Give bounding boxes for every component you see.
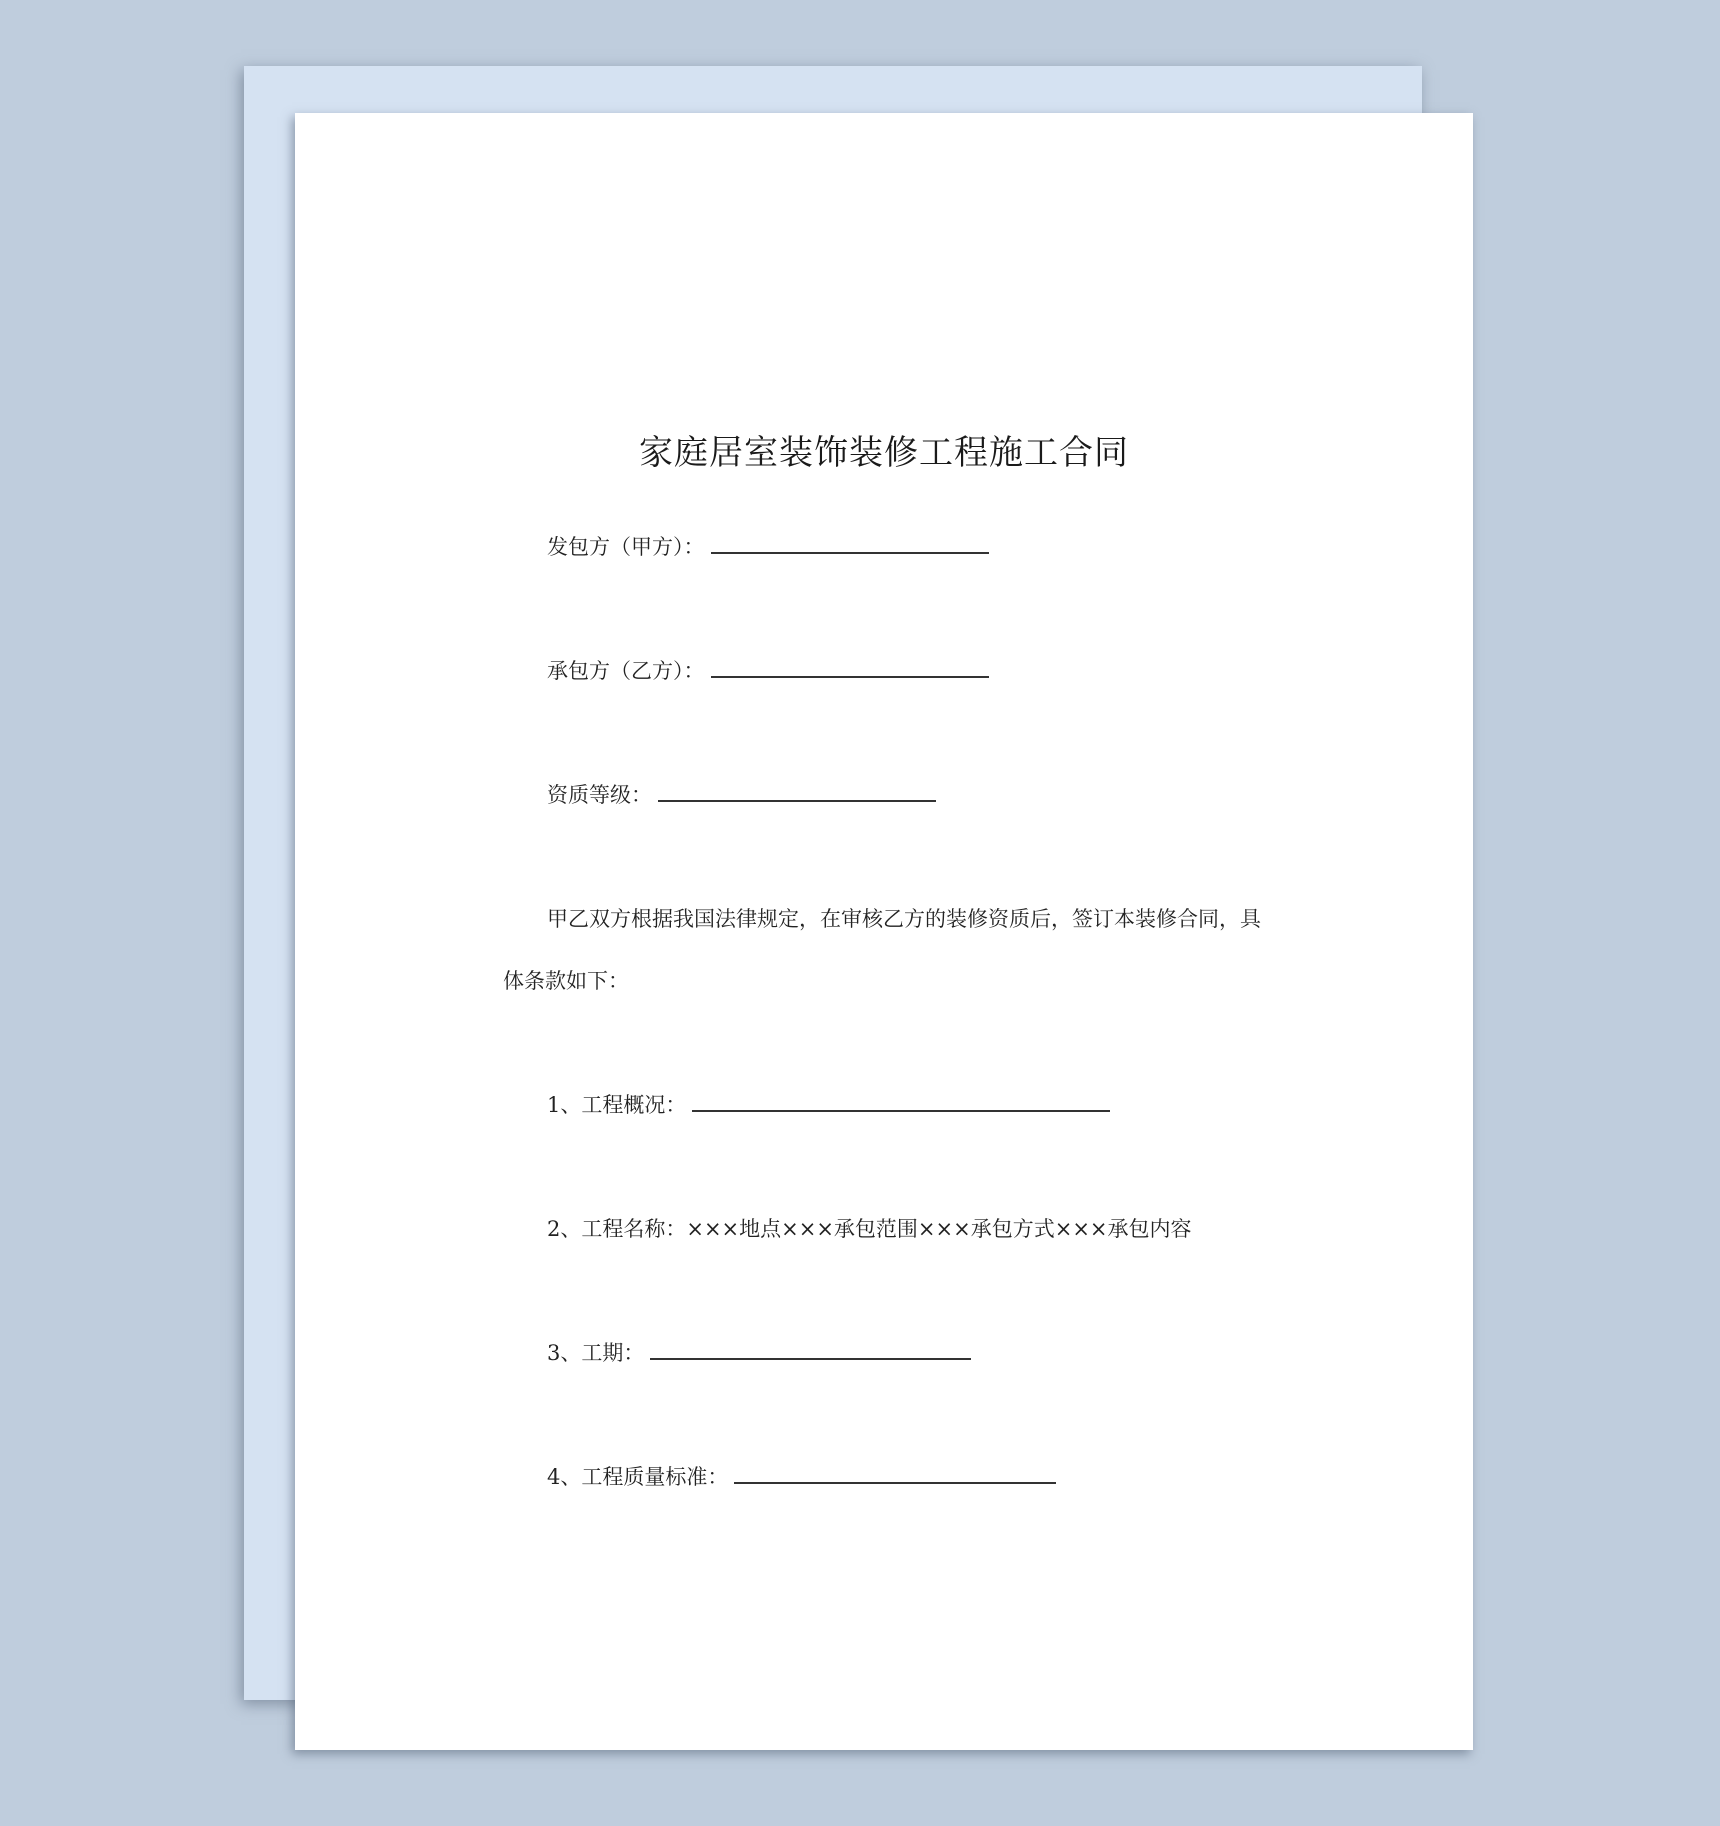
- document-page: [295, 113, 1473, 1750]
- clause-3-label: 3、工期：: [547, 1341, 645, 1365]
- party-b-label: 承包方（乙方）：: [547, 659, 705, 683]
- party-b-blank[interactable]: [711, 658, 989, 678]
- clause-1: [547, 1089, 1110, 1119]
- document-title: 家庭居室装饰装修工程施工合同: [639, 433, 1129, 473]
- clause-2: 2、工程名称：×××地点×××承包范围×××承包方式×××承包内容: [547, 1217, 1192, 1241]
- party-a-blank[interactable]: [711, 534, 989, 554]
- party-b-field: [547, 655, 989, 685]
- clause-3-blank[interactable]: [650, 1340, 971, 1360]
- party-a-field: [547, 531, 989, 561]
- clause-4-blank[interactable]: [734, 1464, 1056, 1484]
- clause-4-label: 4、工程质量标准：: [547, 1465, 729, 1489]
- intro-paragraph-line2: 体条款如下：: [503, 969, 629, 993]
- intro-paragraph-line1: 甲乙双方根据我国法律规定，在审核乙方的装修资质后，签订本装修合同，具: [547, 907, 1261, 931]
- qualification-field: [547, 779, 936, 809]
- party-a-label: 发包方（甲方）：: [547, 535, 705, 559]
- clause-1-label: 1、工程概况：: [547, 1093, 687, 1117]
- qualification-blank[interactable]: [658, 782, 936, 802]
- clause-1-blank[interactable]: [692, 1092, 1110, 1112]
- clause-4: [547, 1461, 1056, 1491]
- qualification-label: 资质等级：: [547, 783, 652, 807]
- clause-3: [547, 1337, 971, 1367]
